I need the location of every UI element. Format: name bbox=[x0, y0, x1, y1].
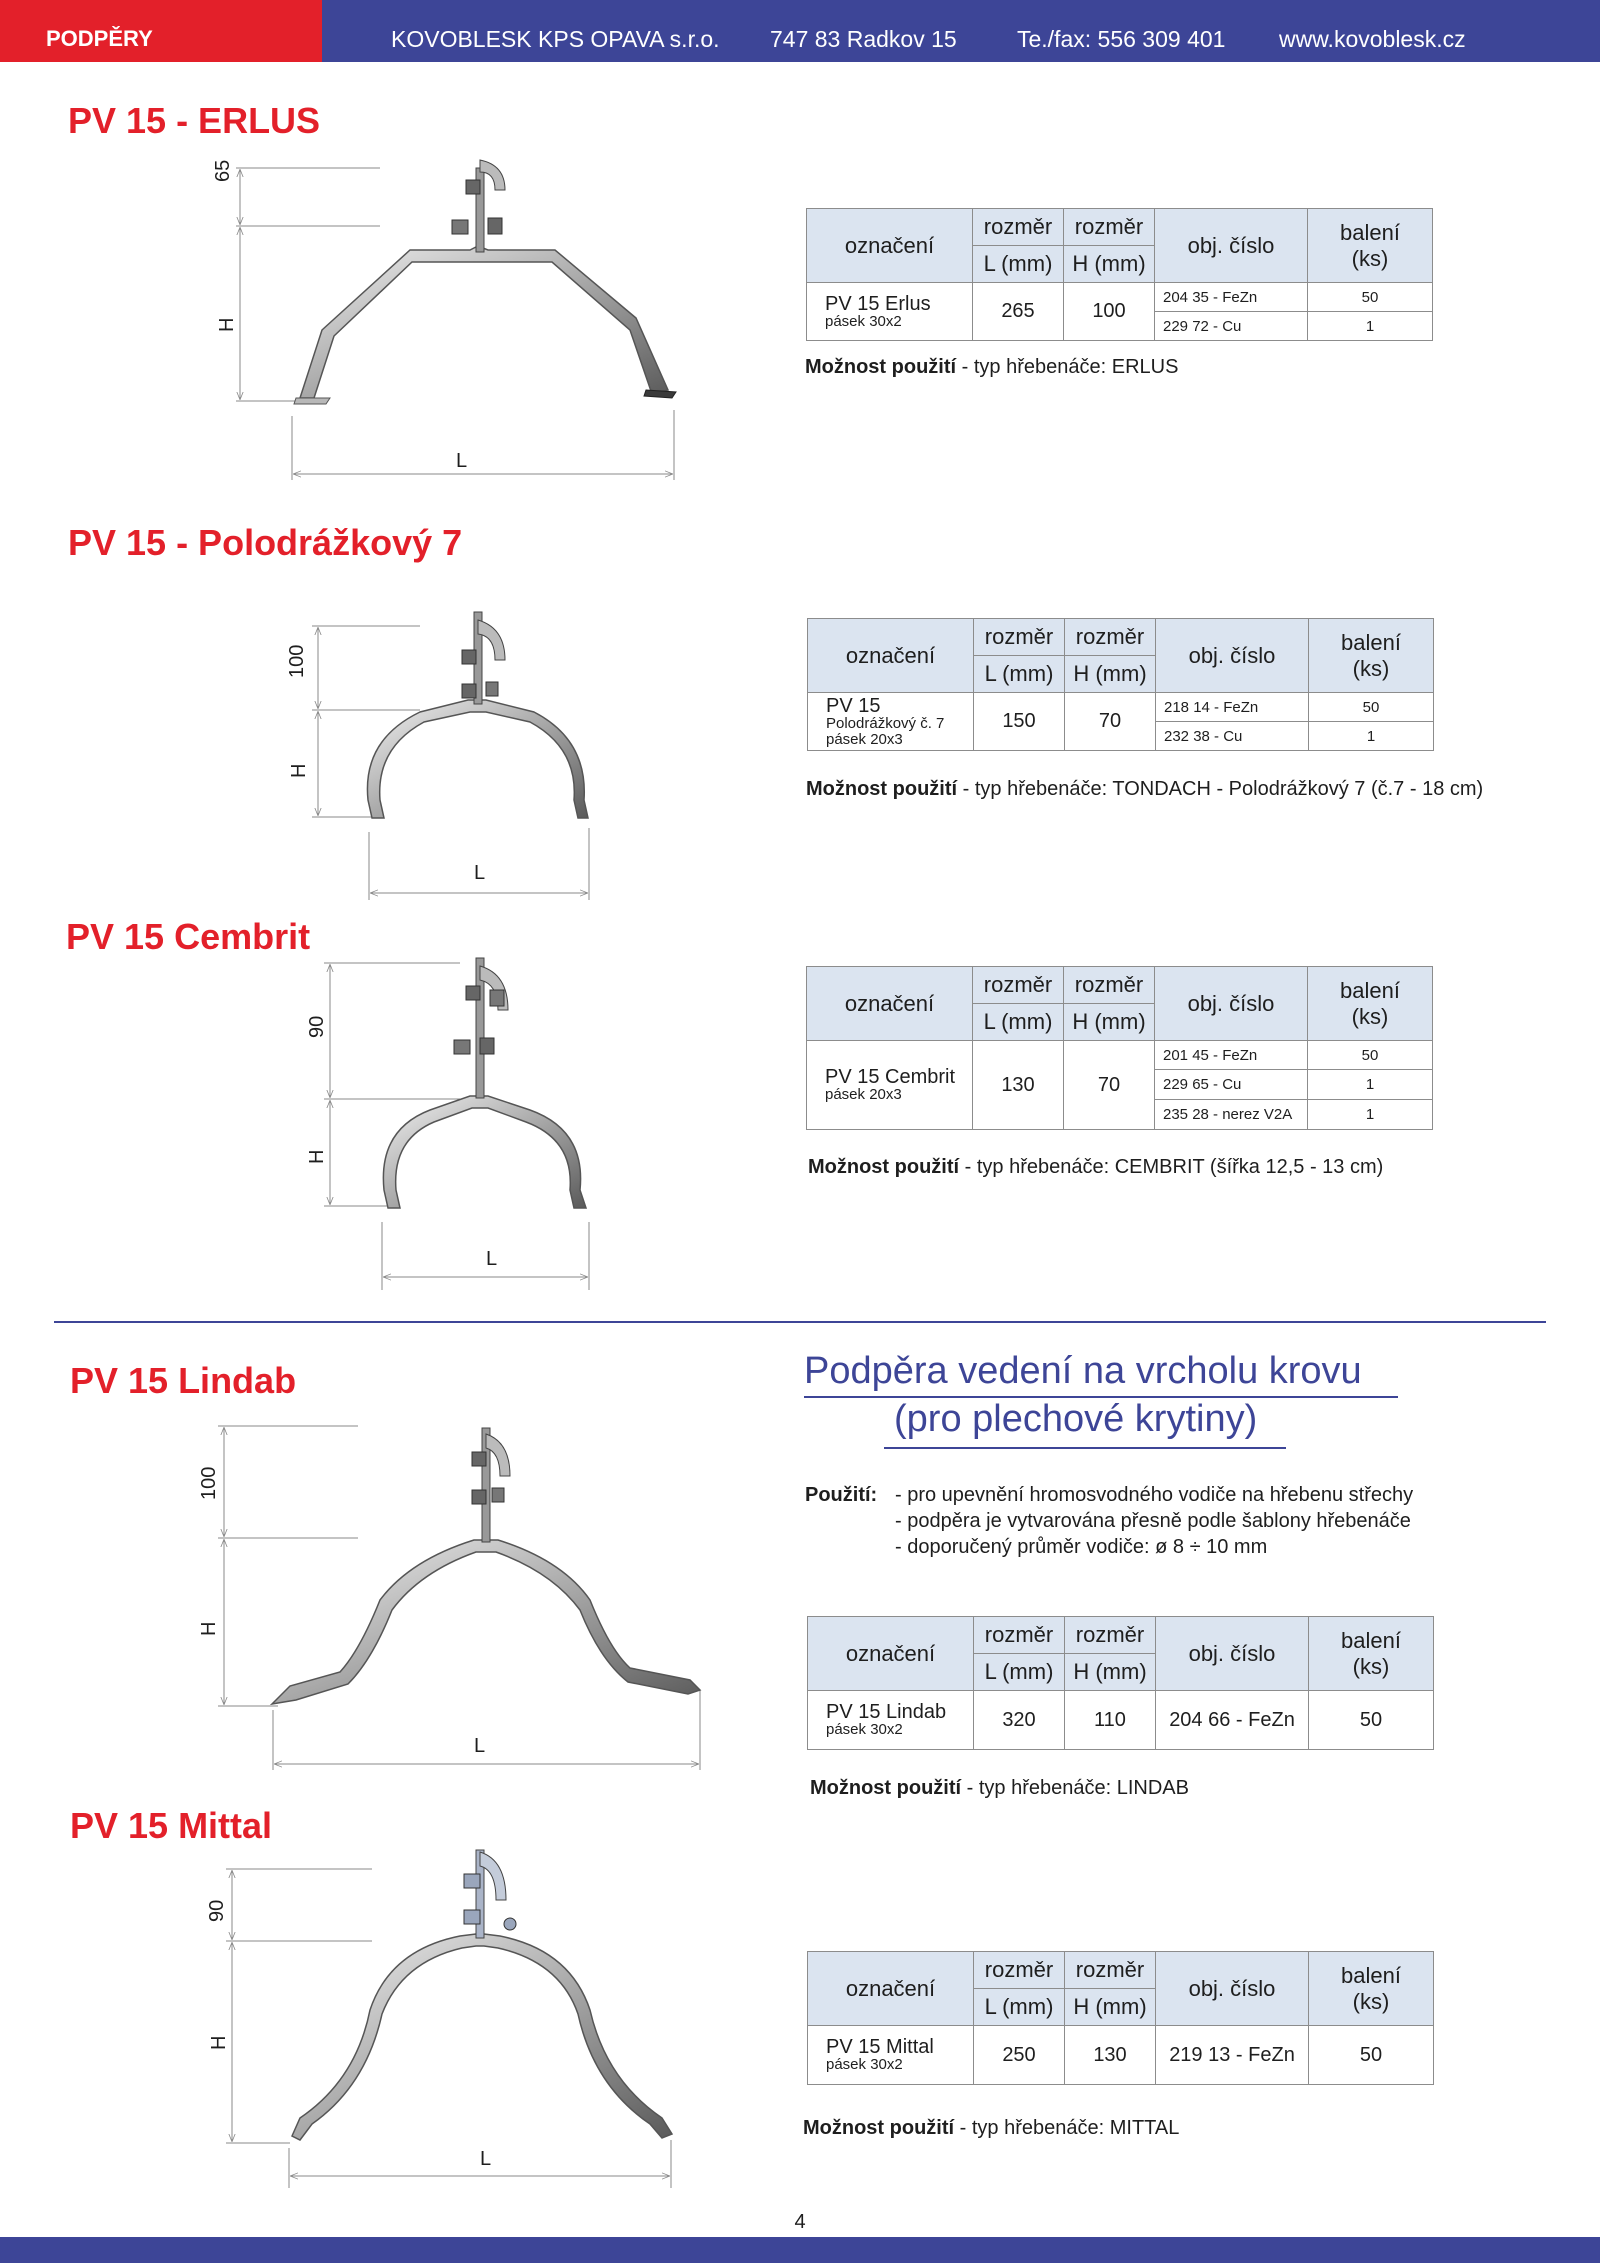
baleni-value: 50 bbox=[1308, 1041, 1433, 1070]
baleni-value: 1 bbox=[1308, 1100, 1433, 1130]
col-rozmer: rozměr bbox=[974, 1952, 1065, 1989]
dim-l-polodrazkovy: L bbox=[474, 862, 486, 884]
col-l-mm: L (mm) bbox=[974, 1989, 1065, 2026]
dim-top-mittal: 90 bbox=[206, 1899, 228, 1922]
value-l: 250 bbox=[974, 2026, 1065, 2085]
value-l: 265 bbox=[973, 283, 1064, 341]
col-oznaceni: označení bbox=[807, 967, 973, 1041]
col-l-mm: L (mm) bbox=[974, 1654, 1065, 1691]
col-l-mm: L (mm) bbox=[973, 1004, 1064, 1041]
polodrazkovy-bracket-drawing bbox=[367, 612, 588, 818]
obj-cislo: 204 35 - FeZn bbox=[1155, 283, 1308, 312]
col-rozmer: rozměr bbox=[974, 1617, 1065, 1654]
category-label: PODPĚRY bbox=[46, 26, 153, 51]
col-oznaceni: označení bbox=[808, 1952, 974, 2026]
obj-cislo: 232 38 - Cu bbox=[1156, 722, 1309, 751]
col-oznaceni: označení bbox=[807, 209, 973, 283]
value-l: 320 bbox=[974, 1691, 1065, 1750]
product-name: PV 15 Lindab pásek 30x2 bbox=[808, 1691, 974, 1750]
col-rozmer: rozměr bbox=[973, 209, 1064, 246]
obj-cislo: 235 28 - nerez V2A bbox=[1155, 1100, 1308, 1130]
product-name: PV 15 Erlus pásek 30x2 bbox=[807, 283, 973, 341]
baleni-value: 50 bbox=[1309, 1691, 1434, 1750]
baleni-value: 1 bbox=[1308, 1070, 1433, 1100]
spec-table-mittal bbox=[807, 1951, 1434, 2085]
value-h: 110 bbox=[1065, 1691, 1156, 1750]
value-h: 100 bbox=[1064, 283, 1155, 341]
cembrit-bracket-drawing bbox=[383, 958, 586, 1208]
value-h: 70 bbox=[1064, 1041, 1155, 1130]
obj-cislo: 201 45 - FeZn bbox=[1155, 1041, 1308, 1070]
col-baleni: balení (ks) bbox=[1309, 619, 1434, 693]
obj-cislo: 229 65 - Cu bbox=[1155, 1070, 1308, 1100]
col-rozmer: rozměr bbox=[973, 967, 1064, 1004]
baleni-value: 50 bbox=[1308, 283, 1433, 312]
lindab-bracket-drawing bbox=[272, 1428, 700, 1704]
pouziti-label: Použití: bbox=[805, 1484, 878, 1506]
pouziti-item: - podpěra je vytvarována přesně podle šablony hřebenáče bbox=[895, 1510, 1411, 1532]
usage-erlus: Možnost použití - typ hřebenáče: ERLUS bbox=[805, 356, 1179, 378]
dim-h-lindab: H bbox=[198, 1621, 220, 1636]
col-obj-cislo: obj. číslo bbox=[1156, 1952, 1309, 2026]
col-h-mm: H (mm) bbox=[1065, 656, 1156, 693]
col-baleni: balení (ks) bbox=[1309, 1617, 1434, 1691]
col-l-mm: L (mm) bbox=[973, 246, 1064, 283]
page-number: 4 bbox=[794, 2211, 806, 2233]
pouziti-item: - pro upevnění hromosvodného vodiče na hřebenu střechy bbox=[895, 1484, 1414, 1506]
obj-cislo: 204 66 - FeZn bbox=[1156, 1691, 1309, 1750]
col-oznaceni: označení bbox=[808, 619, 974, 693]
spec-table-polodrazkovy bbox=[807, 618, 1434, 751]
dim-l-mittal: L bbox=[480, 2148, 492, 2170]
dim-top-cembrit: 90 bbox=[306, 1015, 328, 1038]
spec-table-erlus bbox=[806, 208, 1433, 341]
dim-l-erlus: L bbox=[456, 450, 468, 472]
product-title-lindab: PV 15 Lindab bbox=[70, 1360, 297, 1401]
col-h-mm: H (mm) bbox=[1064, 1004, 1155, 1041]
product-title-erlus: PV 15 - ERLUS bbox=[68, 100, 321, 141]
product-title-polodrazkovy: PV 15 - Polodrážkový 7 bbox=[68, 522, 463, 563]
dim-l-lindab: L bbox=[474, 1735, 486, 1757]
dim-h-erlus: H bbox=[216, 317, 238, 332]
col-rozmer: rozměr bbox=[1065, 1617, 1156, 1654]
col-rozmer: rozměr bbox=[1064, 209, 1155, 246]
spec-table-lindab bbox=[807, 1616, 1434, 1750]
baleni-value: 50 bbox=[1309, 693, 1434, 722]
baleni-value: 50 bbox=[1309, 2026, 1434, 2085]
dim-h-cembrit: H bbox=[306, 1149, 328, 1164]
company-address: 747 83 Radkov 15 bbox=[770, 26, 957, 52]
usage-mittal: Možnost použití - typ hřebenáče: MITTAL bbox=[803, 2117, 1180, 2139]
value-h: 130 bbox=[1065, 2026, 1156, 2085]
col-l-mm: L (mm) bbox=[974, 656, 1065, 693]
product-title-mittal: PV 15 Mittal bbox=[70, 1805, 273, 1846]
col-h-mm: H (mm) bbox=[1065, 1989, 1156, 2026]
section-heading-line1: Podpěra vedení na vrcholu krovu bbox=[804, 1350, 1362, 1392]
col-rozmer: rozměr bbox=[1064, 967, 1155, 1004]
col-obj-cislo: obj. číslo bbox=[1155, 967, 1308, 1041]
dim-top-lindab: 100 bbox=[198, 1466, 220, 1500]
baleni-value: 1 bbox=[1308, 312, 1433, 341]
col-oznaceni: označení bbox=[808, 1617, 974, 1691]
dim-h-polodrazkovy: H bbox=[288, 763, 310, 778]
col-rozmer: rozměr bbox=[1065, 619, 1156, 656]
pouziti-list bbox=[895, 1482, 1413, 1560]
company-web-link[interactable]: www.kovoblesk.cz bbox=[1279, 26, 1466, 52]
product-name: PV 15 Mittal pásek 30x2 bbox=[808, 2026, 974, 2085]
obj-cislo: 218 14 - FeZn bbox=[1156, 693, 1309, 722]
obj-cislo: 229 72 - Cu bbox=[1155, 312, 1308, 341]
usage-cembrit: Možnost použití - typ hřebenáče: CEMBRIT (šířka 12,5 - 13 cm) bbox=[808, 1156, 1384, 1178]
erlus-bracket-drawing bbox=[294, 160, 676, 404]
dim-h-mittal: H bbox=[208, 2035, 230, 2050]
value-l: 130 bbox=[973, 1041, 1064, 1130]
mittal-bracket-drawing bbox=[292, 1850, 672, 2140]
col-rozmer: rozměr bbox=[1065, 1952, 1156, 1989]
company-name: KOVOBLESK KPS OPAVA s.r.o. bbox=[391, 26, 720, 52]
pouziti-item: - doporučený průměr vodiče: ø 8 ÷ 10 mm bbox=[895, 1536, 1268, 1558]
company-phone: Te./fax: 556 309 401 bbox=[1017, 26, 1226, 52]
col-baleni: balení (ks) bbox=[1308, 967, 1433, 1041]
col-obj-cislo: obj. číslo bbox=[1156, 619, 1309, 693]
section-heading-line2: (pro plechové krytiny) bbox=[894, 1398, 1258, 1440]
col-obj-cislo: obj. číslo bbox=[1155, 209, 1308, 283]
heading-underline bbox=[884, 1447, 1286, 1449]
col-obj-cislo: obj. číslo bbox=[1156, 1617, 1309, 1691]
col-baleni: balení (ks) bbox=[1308, 209, 1433, 283]
dim-l-cembrit: L bbox=[486, 1248, 498, 1270]
usage-lindab: Možnost použití - typ hřebenáče: LINDAB bbox=[810, 1777, 1189, 1799]
footer-bar bbox=[0, 2237, 1600, 2263]
obj-cislo: 219 13 - FeZn bbox=[1156, 2026, 1309, 2085]
product-title-cembrit: PV 15 Cembrit bbox=[66, 916, 311, 957]
baleni-value: 1 bbox=[1309, 722, 1434, 751]
value-h: 70 bbox=[1065, 693, 1156, 751]
usage-polodrazkovy: Možnost použití - typ hřebenáče: TONDACH - Polodrážkový 7 (č.7 - 18 cm) bbox=[806, 778, 1484, 800]
section-divider bbox=[54, 1321, 1546, 1323]
spec-table-cembrit bbox=[806, 966, 1433, 1130]
dim-top-polodrazkovy: 100 bbox=[286, 644, 308, 678]
col-rozmer: rozměr bbox=[974, 619, 1065, 656]
product-name: PV 15 Cembrit pásek 20x3 bbox=[807, 1041, 973, 1130]
dim-top-erlus: 65 bbox=[212, 159, 234, 182]
col-h-mm: H (mm) bbox=[1065, 1654, 1156, 1691]
product-name: PV 15 Polodrážkový č. 7 pásek 20x3 bbox=[808, 693, 974, 751]
col-h-mm: H (mm) bbox=[1064, 246, 1155, 283]
col-baleni: balení (ks) bbox=[1309, 1952, 1434, 2026]
value-l: 150 bbox=[974, 693, 1065, 751]
